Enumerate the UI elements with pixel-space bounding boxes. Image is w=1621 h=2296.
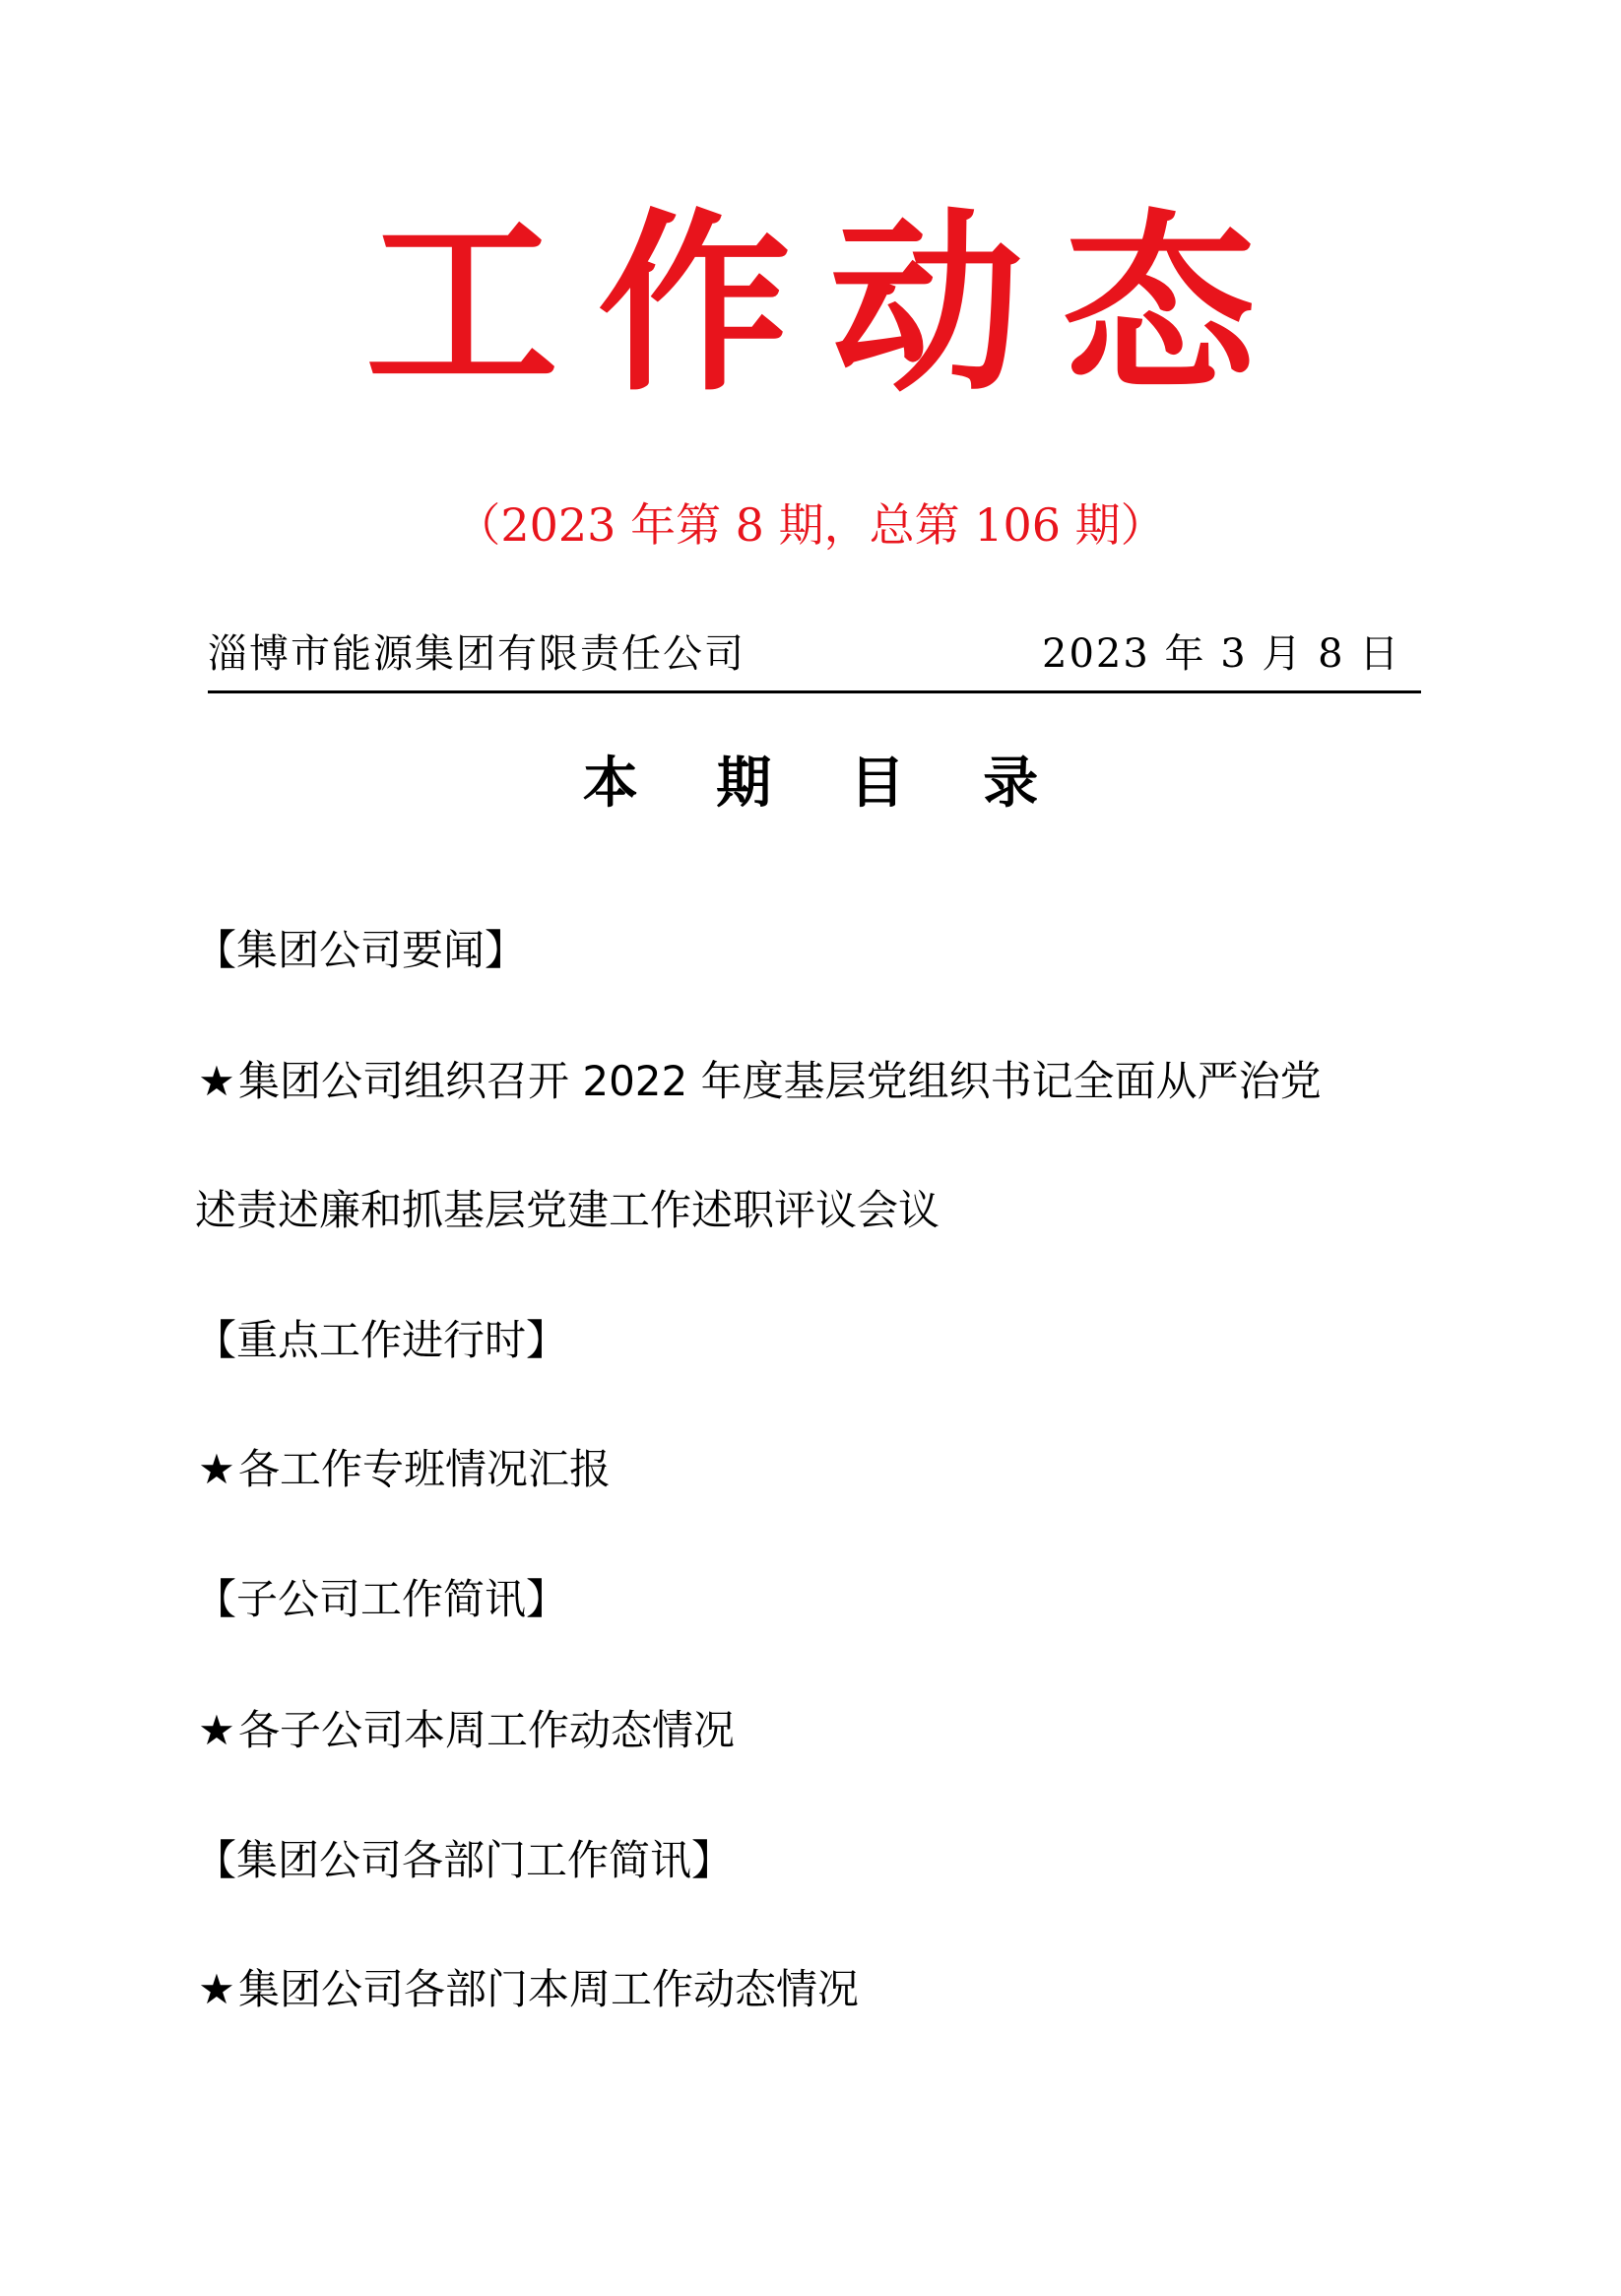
- toc-item-party-meeting-continued: 述责述廉和抓基层党建工作述职评议会议: [195, 1186, 940, 1234]
- issue-number: （2023 年第 8 期，总第 106 期）: [455, 498, 1166, 552]
- toc-item-text: 集团公司各部门本周工作动态情况: [238, 1965, 860, 2013]
- toc-item-subsidiary-weekly: [195, 1701, 735, 1760]
- toc-section-department-news: 【集团公司各部门工作简讯】: [195, 1836, 734, 1884]
- toc-item-department-weekly: [195, 1960, 859, 2019]
- masthead-title: 工作动态: [364, 193, 1295, 418]
- toc-item-text: 各工作专班情况汇报: [238, 1445, 612, 1493]
- header-divider: [208, 690, 1421, 693]
- toc-section-subsidiary-news: 【子公司工作简讯】: [195, 1575, 568, 1623]
- star-icon: ★: [198, 1057, 235, 1105]
- star-icon: ★: [198, 1706, 235, 1754]
- toc-item-party-meeting: [195, 1052, 1322, 1111]
- toc-section-group-news: 【集团公司要闻】: [195, 926, 527, 974]
- star-icon: ★: [198, 1445, 235, 1493]
- issue-date: 2023 年 3 月 8 日: [1042, 631, 1401, 677]
- toc-heading: 本 期 目 录: [582, 751, 1069, 816]
- star-icon: ★: [198, 1965, 235, 2013]
- organization-name: 淄博市能源集团有限责任公司: [208, 631, 746, 677]
- toc-item-text: 各子公司本周工作动态情况: [238, 1706, 736, 1754]
- toc-section-key-work: 【重点工作进行时】: [195, 1316, 568, 1364]
- toc-item-task-force-reports: [195, 1440, 611, 1499]
- toc-item-text: 集团公司组织召开 2022 年度基层党组织书记全面从严治党: [238, 1057, 1322, 1105]
